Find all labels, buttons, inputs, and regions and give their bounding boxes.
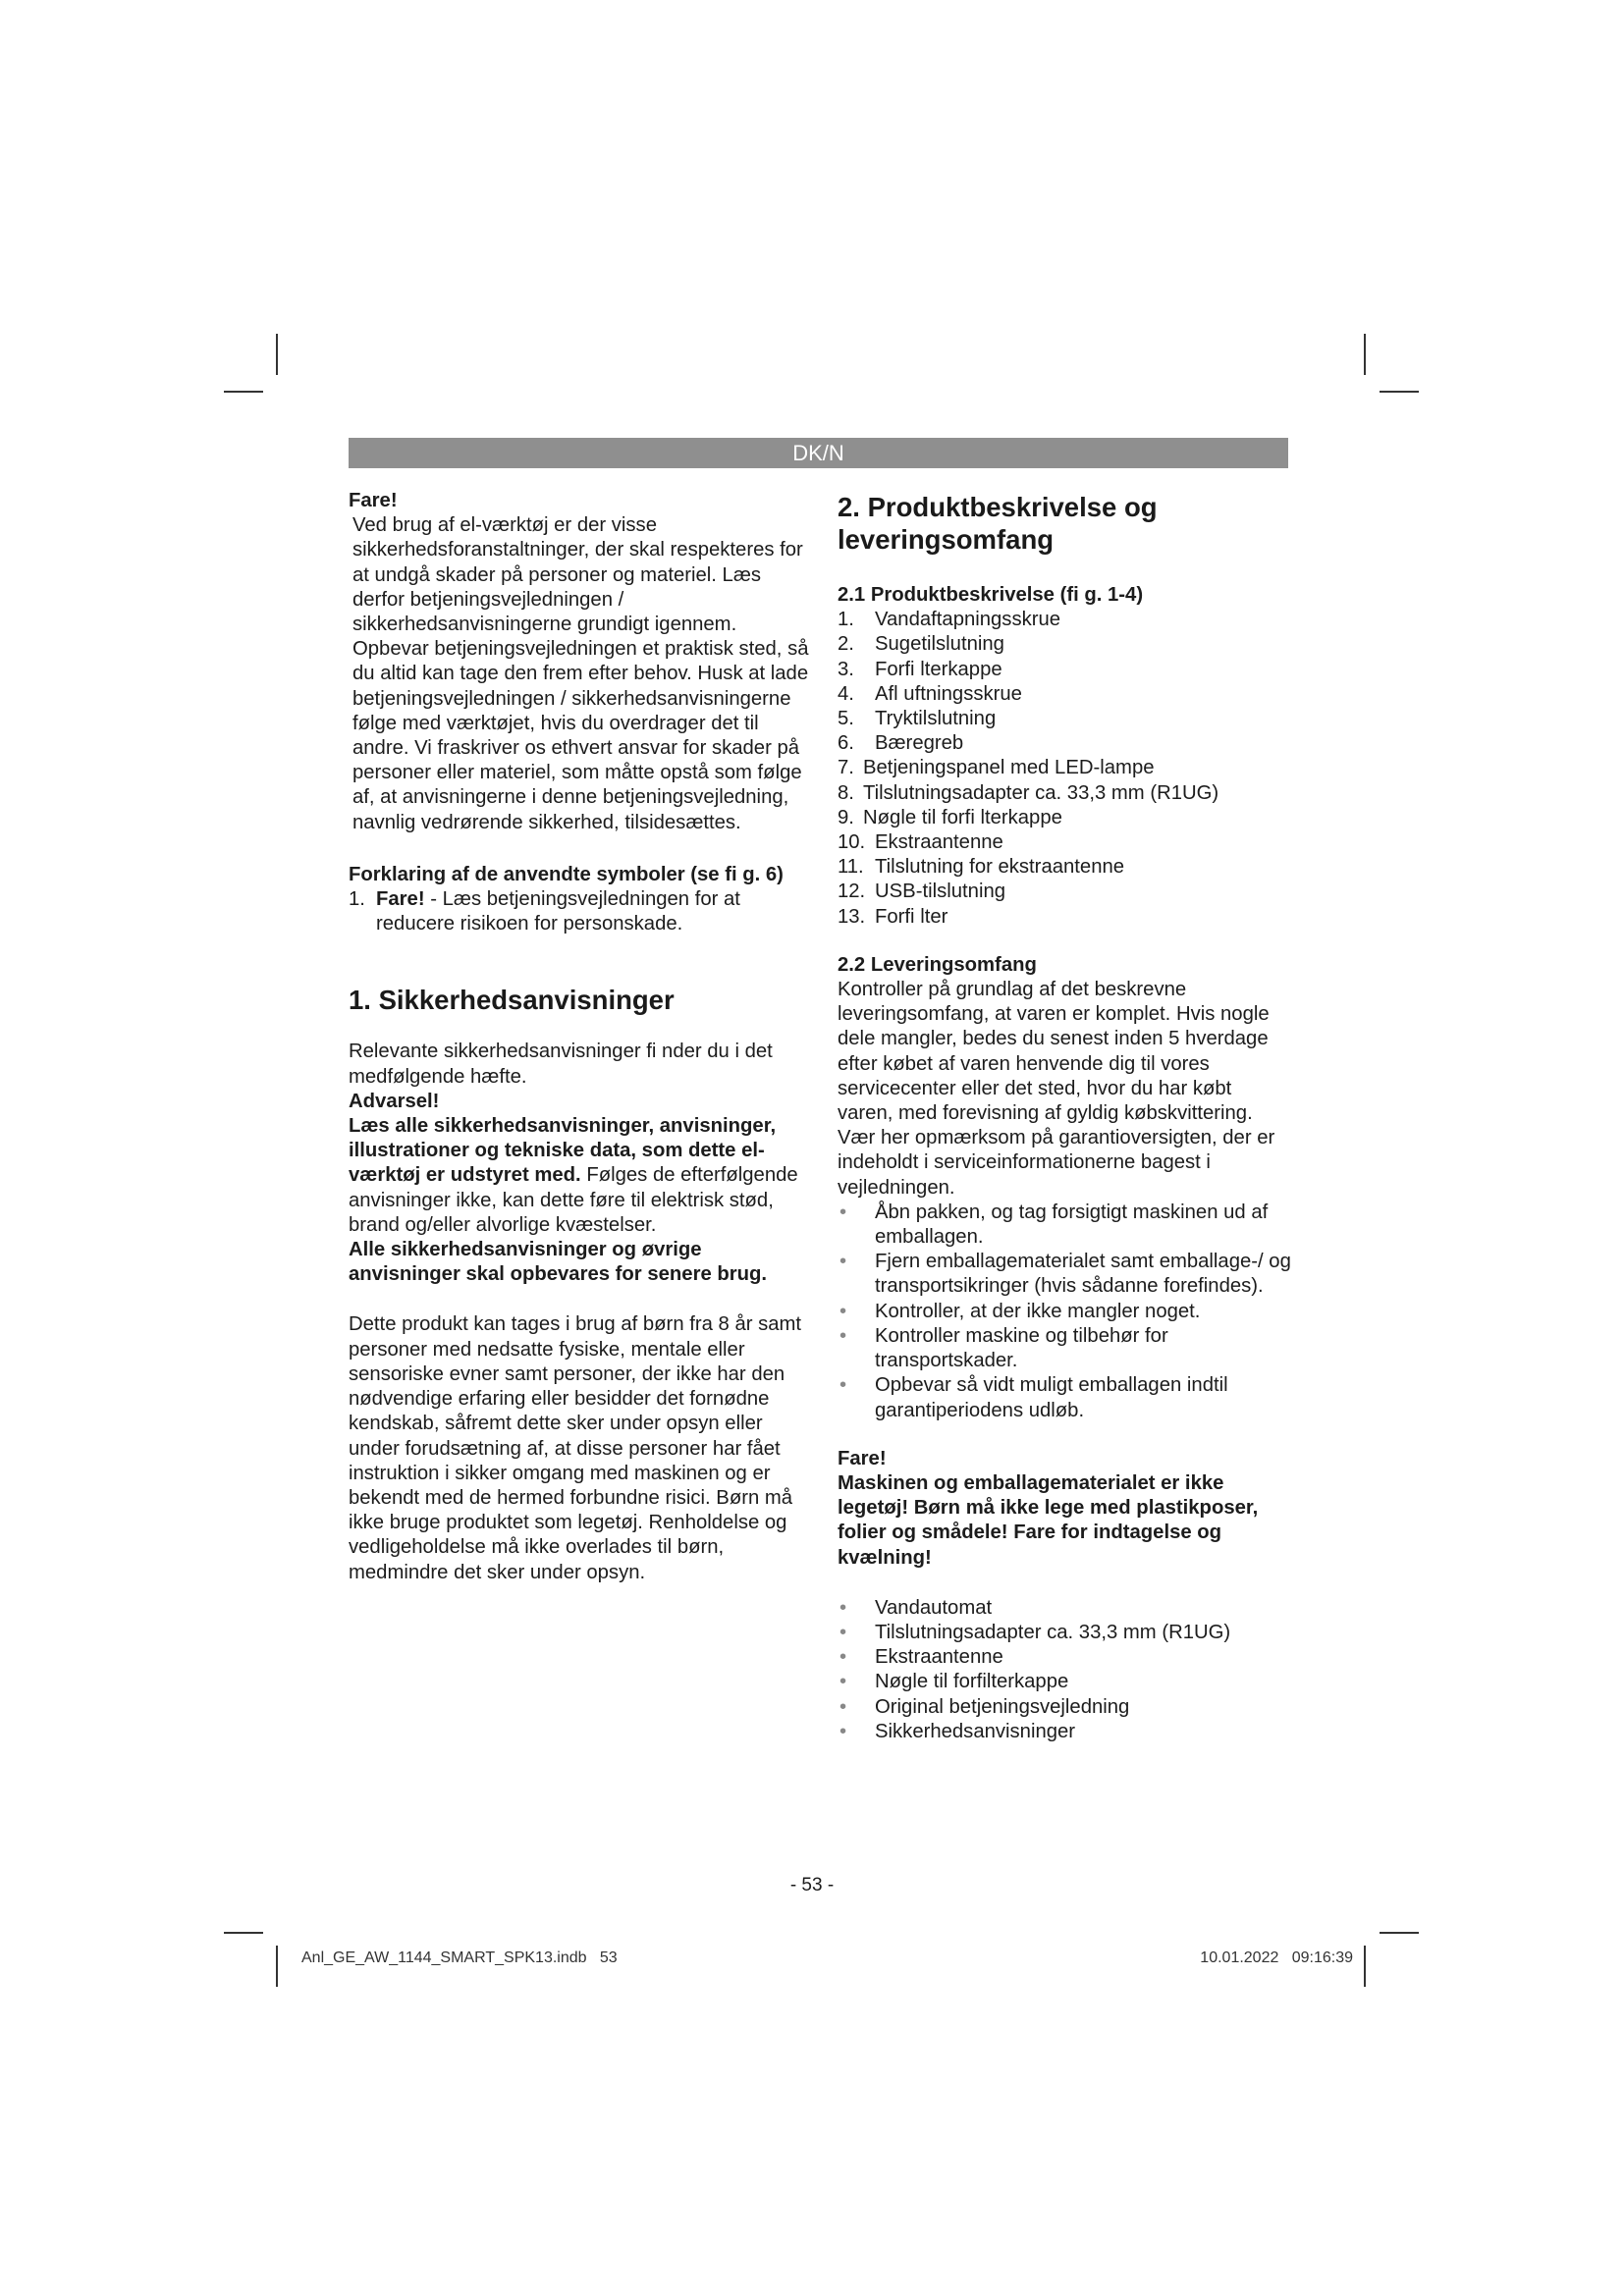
symbols-item-content [376, 887, 810, 936]
crop-mark-top-right-h [1380, 391, 1419, 393]
part-number: 3. [838, 658, 854, 680]
section-1-title: 1. Sikkerhedsanvisninger [349, 985, 675, 1016]
crop-mark-top-left-v [276, 334, 278, 375]
parts-list-item [838, 855, 1292, 880]
parts-list-item [838, 806, 1292, 830]
delivery-item [838, 1621, 1292, 1645]
parts-list-item [838, 905, 1292, 930]
part-number: 11. [838, 856, 864, 879]
symbols-item-bold: Fare! [376, 888, 425, 911]
bullet-icon: • [839, 1300, 847, 1322]
footer-timestamp: 10.01.2022 09:16:39 [1200, 1949, 1353, 1966]
part-label: Betjeningspanel med LED-lampe [863, 757, 1155, 779]
advarsel-paragraph [349, 1114, 810, 1238]
unpacking-step-text: Kontroller maskine og tilbehør for transportskader. [875, 1324, 1168, 1372]
part-number: 12. [838, 881, 866, 903]
part-number: 1. [838, 609, 854, 631]
crop-mark-top-left-h [224, 391, 263, 393]
part-number: 9. [838, 806, 854, 828]
delivery-item-text: Nøgle til forfilterkappe [875, 1671, 1069, 1693]
bullet-icon: • [839, 1671, 847, 1693]
subsection-2-1-title: 2.1 Produktbeskrivelse (fi g. 1-4) [838, 584, 1144, 606]
delivery-item [838, 1720, 1292, 1744]
delivery-item [838, 1695, 1292, 1720]
danger-warning-text: Maskinen og emballagematerialet er ikke legetøj! Børn må ikke lege med plastikposer, folier og smådele! Fare for indtagelse og kvælning! [838, 1471, 1259, 1569]
bullet-icon: • [839, 1374, 847, 1397]
delivery-contents-list [838, 1596, 1292, 1744]
delivery-item [838, 1670, 1292, 1694]
bullet-icon: • [839, 1720, 847, 1742]
language-header-bar: DK/N [349, 438, 1288, 468]
crop-mark-bottom-right-v [1364, 1946, 1366, 1987]
part-label: Nøgle til forfi lterkappe [863, 806, 1062, 828]
page-number: - 53 - [789, 1875, 835, 1896]
delivery-item-text: Sikkerhedsanvisninger [875, 1720, 1076, 1742]
unpacking-step-text: Opbevar så vidt muligt emballagen indtil garantiperiodens udløb. [875, 1374, 1228, 1421]
part-number: 10. [838, 831, 866, 854]
parts-list-item [838, 608, 1292, 632]
unpacking-step [838, 1250, 1292, 1299]
unpacking-step [838, 1300, 1292, 1324]
parts-list [838, 608, 1292, 930]
delivery-item-text: Ekstraantenne [875, 1646, 1003, 1669]
part-label: USB-tilslutning [875, 881, 1006, 903]
part-label: Afl uftningsskrue [875, 682, 1022, 705]
parts-list-item [838, 707, 1292, 731]
part-label: Bæregreb [875, 732, 964, 755]
crop-mark-top-right-v [1364, 334, 1366, 375]
parts-list-item [838, 731, 1292, 756]
delivery-item-text: Tilslutningsadapter ca. 33,3 mm (R1UG) [875, 1621, 1231, 1643]
crop-mark-bottom-right-h [1380, 1932, 1419, 1934]
bullet-icon: • [839, 1324, 847, 1347]
part-label: Forfi lter [875, 905, 948, 928]
part-label: Sugetilslutning [875, 633, 1004, 656]
unpacking-step-text: Kontroller, at der ikke mangler noget. [875, 1300, 1201, 1322]
part-number: 2. [838, 633, 854, 656]
fare-heading: Fare! [349, 490, 398, 511]
right-column [838, 489, 1292, 1744]
delivery-item-text: Original betjeningsvejledning [875, 1695, 1130, 1718]
parts-list-item [838, 781, 1292, 806]
parts-list-item [838, 632, 1292, 657]
part-label: Forfi lterkappe [875, 658, 1002, 680]
bullet-icon: • [839, 1646, 847, 1669]
fare-paragraph: Ved brug af el-værktøj er der visse sikkerhedsforanstaltninger, der skal respekteres for at undgå skader på personer og materiel. Læs derfor betjeningsvejledningen / sikkerhedsanvisningerne grundigt igennem. Opbevar betjeningsvejledningen et praktisk sted, så du altid kan tage den frem efter behov. Husk at lade betjeningsvejledningen / sikkerhedsanvisningerne følge med værktøjet, hvis du overdrager det til andre. Vi fraskriver os ethvert ansvar for skader på personer eller materiel, som måtte opstå som følge af, at anvisningerne i denne betjeningsvejledning, navnlig vedrørende sikkerhed, tilsidesættes. [352, 514, 809, 833]
bullet-icon: • [839, 1695, 847, 1718]
part-number: 7. [838, 757, 854, 779]
part-number: 6. [838, 732, 854, 755]
parts-list-item [838, 682, 1292, 707]
delivery-item [838, 1645, 1292, 1670]
symbols-item-number: 1. [349, 888, 365, 911]
unpacking-step-text: Fjern emballagematerialet samt emballage-/ og transportsikringer (hvis sådanne forefindes). [875, 1251, 1291, 1298]
crop-mark-bottom-left-v [276, 1946, 278, 1987]
crop-mark-bottom-left-h [224, 1932, 263, 1934]
delivery-item [838, 1596, 1292, 1621]
subsection-2-2-paragraph: Kontroller på grundlag af det beskrevne leveringsomfang, at varen er komplet. Hvis nogle dele mangler, bedes du senest inden 5 hverdage efter købet af varen henvende dig til vores servicecenter eller det sted, hvor du har købt varen, med forevisning af gyldig købskvittering. Vær her opmærksom på garantioversigten, der er indeholdt i serviceinformationerne bagest i vejledningen. [838, 979, 1275, 1199]
bullet-icon: • [839, 1201, 847, 1223]
advarsel-bold-text: Læs alle sikkerhedsanvisninger, anvisninger, illustrationer og tekniske data, som dette el-værktøj er udstyret med. [349, 1115, 777, 1187]
parts-list-item [838, 830, 1292, 855]
bullet-icon: • [839, 1596, 847, 1619]
children-paragraph: Dette produkt kan tages i brug af børn fra 8 år samt personer med nedsatte fysiske, mentale eller sensoriske evner samt personer, der ikke har den nødvendige erfaring eller besidder det fornødne kendskab, såfremt dette sker under opsyn eller under forudsætning af, at disse personer har fået instruktion i sikker omgang med maskinen og er bekendt med de hermed forbundne risici. Børn må ikke bruge produktet som legetøj. Renholdelse og vedligeholdelse må ikke overlades til børn, medmindre det sker under opsyn. [349, 1313, 802, 1583]
symbols-item-text: - Læs betjeningsvejledningen for at reducere risikoen for personskade. [376, 888, 740, 935]
parts-list-item [838, 658, 1292, 682]
symbols-list-item [349, 887, 810, 936]
part-label: Tryktilslutning [875, 708, 997, 730]
advarsel-heading: Advarsel! [349, 1090, 440, 1112]
unpacking-step-text: Åbn pakken, og tag forsigtigt maskinen ud af emballagen. [875, 1201, 1269, 1249]
part-number: 4. [838, 682, 854, 705]
part-number: 5. [838, 708, 854, 730]
unpacking-steps-list [838, 1201, 1292, 1423]
part-label: Ekstraantenne [875, 831, 1003, 854]
footer-file-name: Anl_GE_AW_1144_SMART_SPK13.indb 53 [301, 1949, 618, 1966]
part-number: 8. [838, 781, 854, 804]
part-number: 13. [838, 905, 866, 928]
parts-list-item [838, 756, 1292, 780]
unpacking-step [838, 1373, 1292, 1422]
symbols-heading: Forklaring af de anvendte symboler (se fi g. 6) [349, 863, 784, 885]
part-label: Tilslutningsadapter ca. 33,3 mm (R1UG) [863, 781, 1219, 804]
section-2-title: 2. Produktbeskrivelse og leveringsomfang [838, 492, 1158, 555]
bullet-icon: • [839, 1251, 847, 1273]
parts-list-item [838, 880, 1292, 904]
unpacking-step [838, 1324, 1292, 1373]
keep-instructions-text: Alle sikkerhedsanvisninger og øvrige anvisninger skal opbevares for senere brug. [349, 1239, 768, 1286]
subsection-2-2-title: 2.2 Leveringsomfang [838, 953, 1037, 976]
section-1-intro: Relevante sikkerhedsanvisninger fi nder du i det medfølgende hæfte. [349, 1041, 773, 1088]
part-label: Vandaftapningsskrue [875, 609, 1061, 631]
left-column [349, 489, 810, 1585]
part-label: Tilslutning for ekstraantenne [875, 856, 1125, 879]
danger-heading: Fare! [838, 1447, 887, 1469]
unpacking-step [838, 1201, 1292, 1250]
bullet-icon: • [839, 1621, 847, 1643]
delivery-item-text: Vandautomat [875, 1596, 993, 1619]
advarsel-normal-text: Følges de efterfølgende anvisninger ikke, kan dette føre til elektrisk stød, brand og/eller alvorlige kvæstelser. [349, 1164, 798, 1236]
